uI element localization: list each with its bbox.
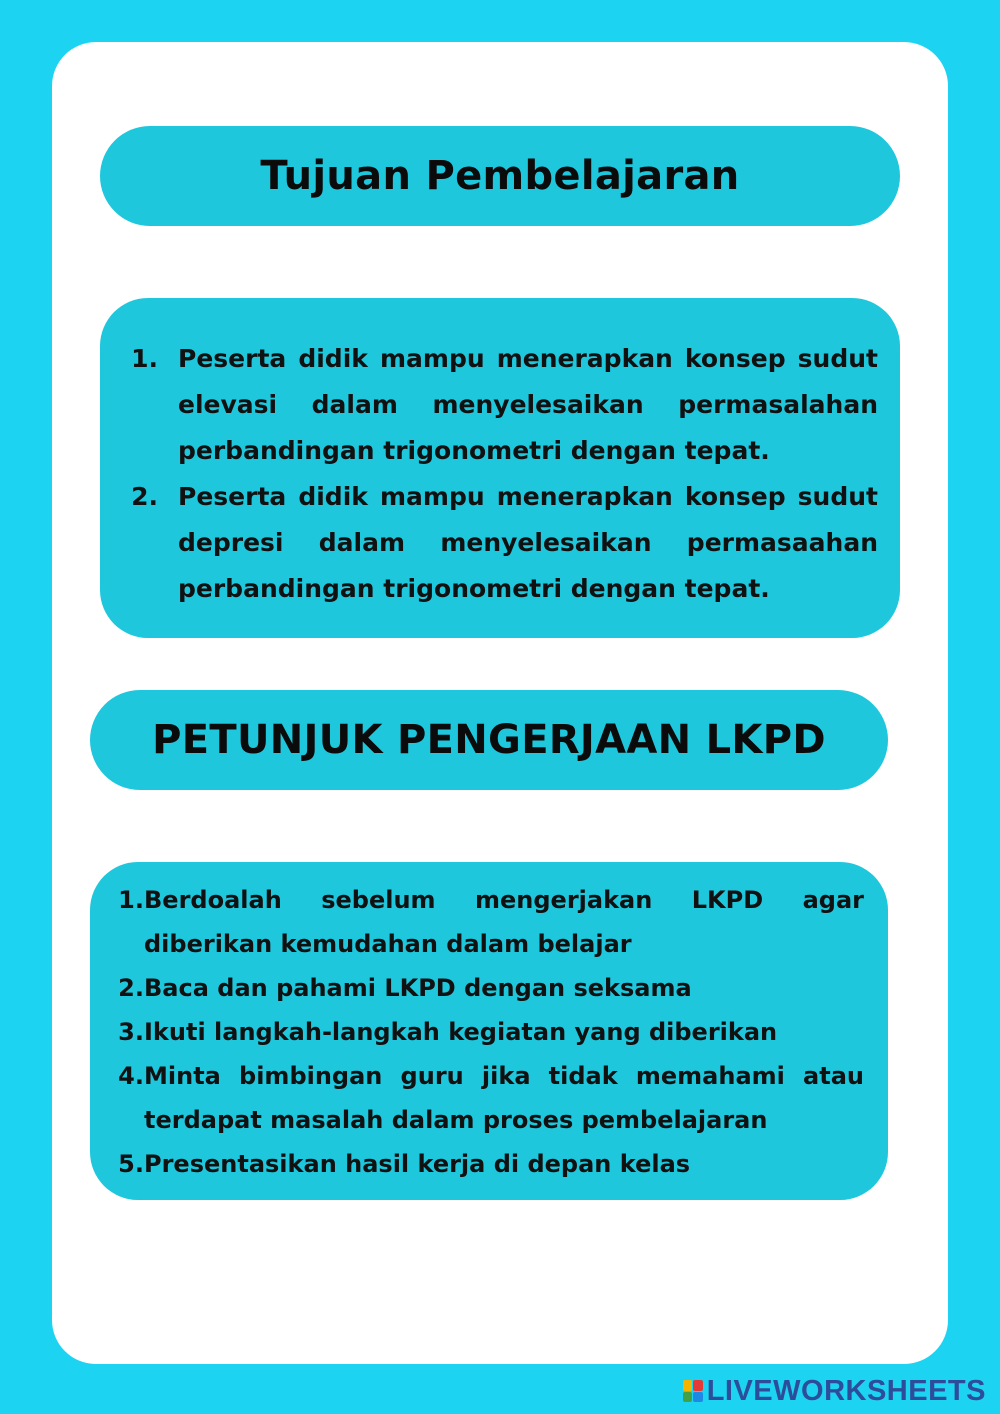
list-item xyxy=(118,878,864,966)
item-text: Berdoalah sebelum mengerjakan LKPD agar diberikan kemudahan dalam belajar xyxy=(144,886,864,958)
list-item xyxy=(118,1054,864,1142)
item-number: 4. xyxy=(118,1062,144,1090)
brand-text: LIVEWORKSHEETS xyxy=(706,1374,986,1407)
goals-list xyxy=(130,336,878,612)
item-text: Presentasikan hasil kerja di depan kelas xyxy=(144,1150,691,1178)
item-text: Baca dan pahami LKPD dengan seksama xyxy=(144,974,692,1002)
item-number: 2. xyxy=(118,974,144,1002)
instructions-title-banner xyxy=(90,690,888,790)
item-number: 1. xyxy=(118,886,144,914)
goals-card xyxy=(100,298,900,638)
instructions-title: PETUNJUK PENGERJAAN LKPD xyxy=(152,717,826,763)
goals-title: Tujuan Pembelajaran xyxy=(260,153,740,199)
list-item xyxy=(130,474,878,612)
instructions-list xyxy=(118,878,864,1186)
item-text: Peserta didik mampu menerapkan konsep sudut depresi dalam menyelesaikan permasaahan perbandingan trigonometri dengan tepat. xyxy=(178,482,878,603)
item-number: 2. xyxy=(131,482,158,511)
liveworksheets-logo-icon xyxy=(683,1380,703,1402)
instructions-card xyxy=(90,862,888,1200)
list-item xyxy=(118,966,864,1010)
item-text: Peserta didik mampu menerapkan konsep sudut elevasi dalam menyelesaikan permasalahan perbandingan trigonometri dengan tepat. xyxy=(178,344,878,465)
item-number: 5. xyxy=(118,1150,144,1178)
item-number: 1. xyxy=(131,344,158,373)
goals-title-banner xyxy=(100,126,900,226)
item-text: Ikuti langkah-langkah kegiatan yang diberikan xyxy=(144,1018,778,1046)
item-text: Minta bimbingan guru jika tidak memahami atau terdapat masalah dalam proses pembelajaran xyxy=(144,1062,864,1134)
list-item xyxy=(118,1142,864,1186)
list-item xyxy=(118,1010,864,1054)
item-number: 3. xyxy=(118,1018,144,1046)
list-item xyxy=(130,336,878,474)
liveworksheets-brand[interactable] xyxy=(683,1376,986,1406)
